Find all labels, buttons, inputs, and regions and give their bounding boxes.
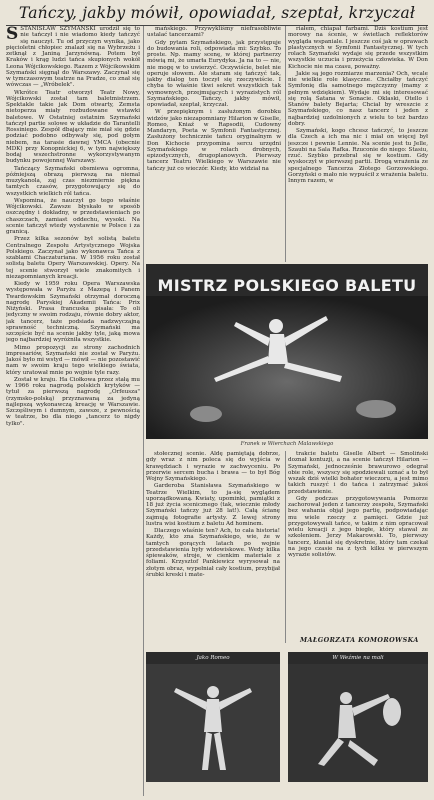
- paragraph: riałem, chiapał farbami. Dziś kostium jest morowy na ścenie, w świetlach reflektorów wygląda wspaniale. I jeszcze coś jak w oprawach plastycznych w Symfonii Fantastycznej. W tych rolach Szymański wydaje się przede wszystkim wszystkie uczucia i przeżycia człowieka. W Don Kichocie nie ma czasu, poważny.: [288, 26, 428, 70]
- paragraph: Kiedy w 1959 roku Opera Warszawska występowała w Paryżu z Mazepą i Panem Twardowskim Szymański otrzymał doroczną nagrodę Paryskiej Akademii Tańca: Prix Niżyński. Prasa francuska pisała: To oli jedyczny w swoim rodzaju, równie dobry aktor, jak tancerz, taże podsiada nadzwyczajną sprawność techniczną. Szymański ma szczęście być na scenie jakby tyle, jaką mowa jego najbardziej wyróżniła wszystkie.: [6, 281, 140, 344]
- paragraph: Przez kilka sezonów był solistą baletu Centralnego Zespołu Artystycznego Wojska Polskiego. Zaczynał jako wykonawca Tańca z szablami Chaczaturiana. W 1956 roku został solistą baletu Opery Warszawskiej. Opery. Na tej scenie stworzył wiele znakomitych i niezapomnianych kreacji.: [6, 236, 140, 280]
- paragraph: Mimo propozycji ze strony zachodnich impresariów, Szymański nie został w Paryżu. Jakoś było mi wstyd — mówił — nie pozostawić nam w swoim kraju tego wielkiego świata, który uratował mnie po wojnie tyle razy.: [6, 344, 140, 376]
- paragraph: Wkrótce Teatr otworzył Teatr Nowy, Wójcikowski został tam baletmistrzem. Spektakle takie jak Dom otwarty, Zemsta nietoperza miały rozbudowane wstawki baletowe. W Ostatniej ostatnim Szymański tańczył partie solowe w układzie do Tarantelli Rossiniego. Zespół dbający mie miał się gdzie podziać podobno odbywały się, pod gołym niebem, na tarasie dawnej YMCA (obecnie MDK) przy Konopnickiej 6, w tym największy bodaj wszechstronne wykorzystywanym budynku powojennej Warszawy.: [6, 89, 140, 165]
- paragraph-text: STANISŁAW SZYMAŃSKI urodził się to nie tańczył i nie wiadomo kiedy tańczyć się nauczył. Tu od przyczyn wynika, jako pięcioletni chłopiec znalazł się na Wybrzeżu i zetknął z Janiną Jarzynówną. Potem był Kraków i krąg ludzi tańca skupionych wokół Leona Wójcikowskiego. Razem z Wójcikowskim Szymański sięgnął do Warszawy. Zaczynał się w tymczasowym teatrze na Pradze, co znał się wówczas — „Wróbelek".: [6, 26, 140, 89]
- photo-caption: Jako Romeo: [196, 655, 230, 661]
- column-3: [288, 26, 428, 262]
- dancer-figure-illustration: [146, 652, 280, 782]
- author-byline: MAŁGORZATA KOMOROWSKA: [300, 636, 419, 644]
- column-divider: [285, 26, 286, 262]
- paragraph: trakcie baletu Giselle Albert — Smoliński doznał kontuzji, a na scenie tańczył Hilarion — Szymański, jednocześnie brawurowo odegrał obie role, wszyscy się spodziewali uznać a to był wszak dziś wielki bohater wieczoru, a jest mimo takich ruszyć i do tańca i zatrzymać jakoś przedstawienie.: [288, 451, 428, 495]
- dancer-pair-illustration: [288, 652, 428, 782]
- lower-column-2: [146, 451, 280, 643]
- photo-caption: W Weźmie na mali: [332, 655, 384, 661]
- paragraph: stołecznej scenie. Aldę pamiętają dobrze, gdy wraz z nim poleca się do wyjścia w krawędziach i wyrazie w zachwyceniu. Po przerwie sercem bucha i brawa — to był Bóg Wojny Szymańskiego.: [146, 451, 280, 482]
- column-divider: [285, 451, 286, 643]
- photo-title: MISTRZ POLSKIEGO BALETU: [157, 276, 417, 295]
- paragraph: Jakie są jego rozmiarze marzenia? Och, wcale nie wielkie role klasyczne. Chciałby tańczyć Symfonię dla samotnego mężczyzny (mamy z pełnym wdziękiem). Wydaje mi się interesować się rolą Śatana w Sonacie. Oklaski, Otello i Stanów balety Bejarta; Chciał by wreszcie z Szymańskiego, co nasz tancerz i jeden z najbardziej uzdolnionych z wielu to też bardzo dobry.: [288, 70, 428, 127]
- paragraph: Wspomina, że nauczył go tego właśnie Wójcikowski. Zawsze błyskało w sposób oszczędny i dokładny, w przedstawieniach po chaszczach, zamiast oddechu, wysoki. Na scenie tańczył wtedy wystawnie w Polsce i za granicą.: [6, 197, 140, 235]
- paragraph: [6, 26, 140, 89]
- paragraph: Szymański, kogo chcesz tańczyć, to jeszcze dla Czech a ich ma nic i miał on więcej był jeszcze i pewnie Lennie. Na scenie jest tu Jelle, Szaubi na Sala Rafka. Rzuconie do niego: Stasiu, rzuć. Szybko przebrał się w kostium. Gdy wyskoczył w pierwszej partii. Drogą wrażenia ze specjalnego Tancerza Złotego Gorzowskiego. Gorzyński o mało nie wypuścił z wrażenia baletu. Innym razem, w: [288, 128, 428, 184]
- column-1: [6, 26, 140, 796]
- paragraph: mańskiego. Przywykliśmy niefrasobliwie ustalać tancerzami?: [147, 26, 281, 39]
- lower-column-3: [288, 451, 428, 633]
- paragraph: Dlaczego właśnie ten? Ach, to cała historia! Każdy, kto zna Szymańskiego, wie, że w tamtych gorących latach po wojnie przedstawienia były widowiskowe. Wedy kilka śpiewaków, stroje, w cienkim materiale z foliami. Krzysztof Pankiewicz wyrysował na złotym obraz, wypełniał cały kostium, przybijał śrubki kreski i mate-: [146, 528, 280, 578]
- paragraph: Został w kraju. Ha Ciołkowa przez stałą mu w 1966 roku nagrodą polskich krytyków — tytuł za pierwszą nagrodę „Orfeusza" (rzymsko-polską) przyznawaną za jedyną najlepszą wykonawczą kreację w Warszawie. Szczęśliwym i dumnym, zawsze, z pewnością w teatrze, bo dla niego „tancerz to nigdy tylko".: [6, 376, 140, 427]
- paragraph: Gdy pytam Szymańskiego, jak przystępuje do budowania roli, odpowiada mi: Szybko. To proste. Np. mamy scenę, w której partnerzy mówią mi, że umarła Eurydyka. Ja na to — nie, nie mogę w to uwierzyć. Oczywiście, belet nie operuje słowem. Ale staram się tańczyć tak, jakby dialog ten toczył się rzeczywiście. I chyba to właśnie tkwi sekret wszystkich tak wymownych, przejmujących i wyrazistych ról Szymańskiego. Tańczy, jakby mówił, opowiadał, szeptał, krzyczał.: [147, 39, 281, 108]
- column-divider: [143, 26, 144, 796]
- column-2: [147, 26, 281, 262]
- drop-cap: S: [6, 26, 19, 44]
- dancer-leap-illustration: [146, 264, 428, 439]
- paragraph: Tańczący Szymański obsmiewa ogromna, późniejszą obrazą pierwszą na niemal muzykanola, zaj czas niezmiernie piękna tamtych czasów, przygotowujący się do wszystkich wielkich ról tańca.: [6, 165, 140, 197]
- paragraph: Gdy podczas przygotowywania Pomorze zachorował jeden z tancerzy zespołu, Szymański bez wahania objął jego partię, podpowiadając mu wiele rzeczy z pamięci. Gdzie już przygotowywali tańce, w takim z nim opracował wielu kreacji z jego biegłe, który stawał ze szkoleniem. Jerzy Makarowski. To, pierwszy tancerz, kłaniał się dyskretnie, który tam czekał na jego czasie na z tych kilku w pierwszym wyrazie solistów.: [288, 495, 428, 558]
- paragraph: Garderoba Stanisława Szymańskiego w Teatrze Wielkim, to ja-się wyglądem uporządkowaną. Kwiaty, upominki, pamiątki z 18 już życia scenicznego (tak, wiecznie młody Szymański tańczy już 28 lat!). Całą ścianę zajmują fotografie artysty. Z lewej strony lustra wisi kostium z baletu Ad hominem.: [146, 483, 280, 527]
- paragraph: W przepięknym i zasłużonym dorobku widzów jako niezapomniany Hilarion w Giselle, Romeo, Kniaź w Rapsodii, Cudowny Mandaryn, Poeta w Symfonii Fantastycznej. Zasłużony technicznie tańcu oryginalnym w Don Kichocie przypomina sercu urzędni Szymańskiego w rolach drobnych, epizodycznych, drugoplanowych. Pierwszy tancerz Teatru Wielkiego w Warszawie nie tańczy już co wieczór. Kiedy, kto widział na: [147, 109, 281, 172]
- main-photo: [146, 264, 428, 439]
- photo-romeo: [146, 652, 280, 782]
- main-photo-caption: Franek w Wierchach Malawskiego: [240, 441, 334, 447]
- photo-second-role: [288, 652, 428, 782]
- article-headline: Tańczy, jakby mówił, opowiadał, szeptał, krzyczał: [6, 4, 428, 26]
